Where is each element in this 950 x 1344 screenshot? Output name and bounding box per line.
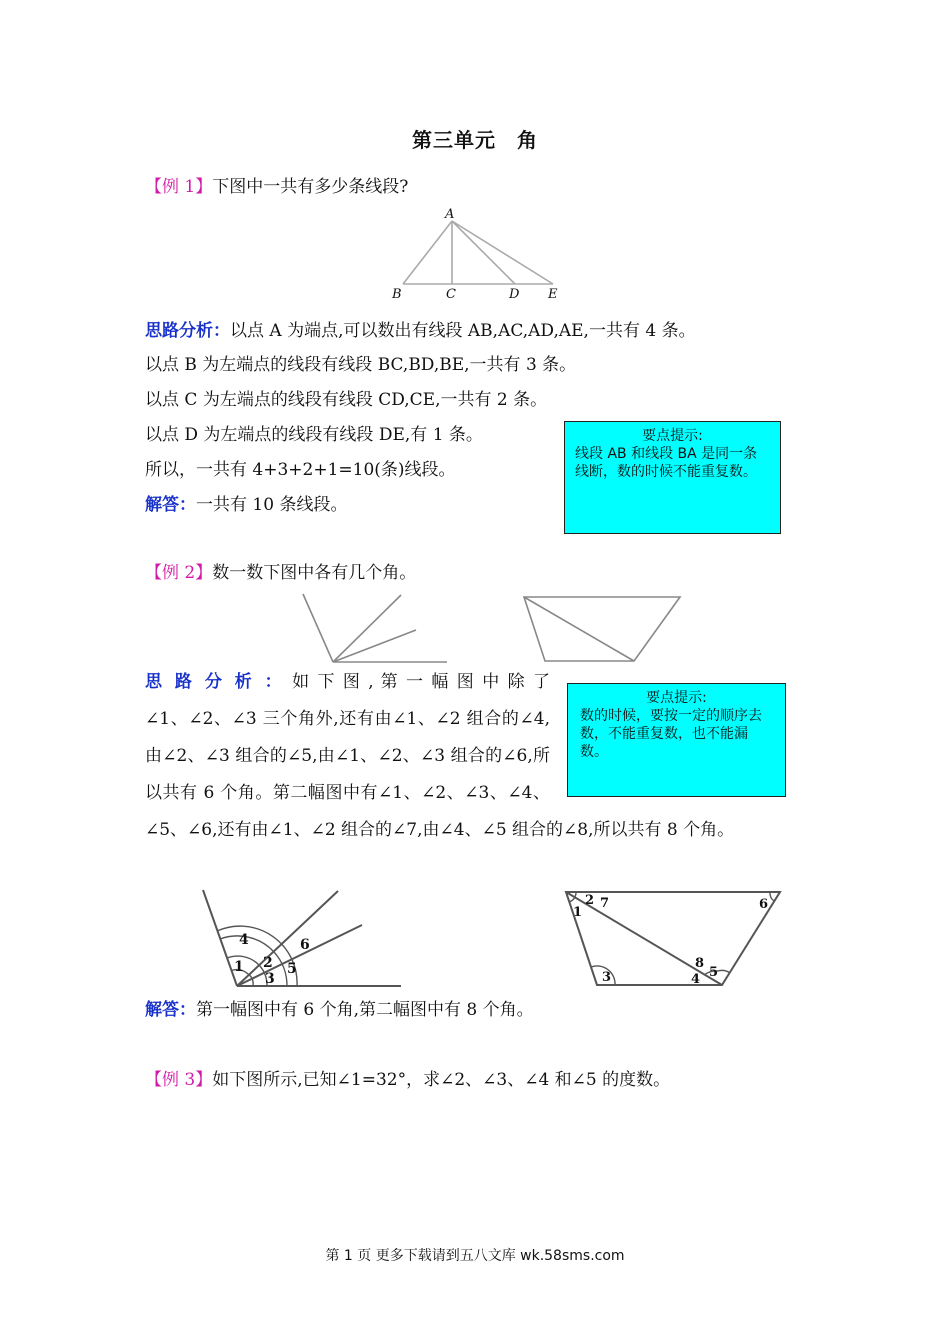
ex1-tip-text: 线段 AB 和线段 BA 是同一条线断，数的时候不能重复数。: [575, 446, 758, 480]
ex1-tag: 【例 1】: [145, 177, 213, 197]
float-spacer: [550, 664, 808, 802]
fig2-label-2: 2: [585, 893, 595, 908]
angle-label-6: 6: [300, 937, 310, 953]
ex2-tip-text: 数的时候，要按一定的顺序去数，不能重复数，也不能漏数。: [580, 708, 762, 760]
ex2-question: 数一数下图中各有几个角。: [212, 563, 417, 583]
ex2-analysis-paragraph: [145, 664, 808, 849]
ex1-analysis-line-4: 以点 D 为左端点的线段有线段 DE,有 1 条。: [145, 425, 483, 445]
segment-ad: [452, 221, 515, 284]
ex2-figure-angles-1: [195, 885, 410, 990]
ex2-tag: 【例 2】: [145, 563, 213, 583]
angle-label-2: 2: [263, 955, 273, 971]
page-title: 第三单元 角: [412, 128, 538, 152]
label-a: A: [445, 207, 455, 222]
ex2-figure-rays: [295, 590, 455, 665]
segment-ab: [403, 221, 452, 284]
ex1-analysis-line-3: 以点 C 为左端点的线段有线段 CD,CE,一共有 2 条。: [145, 390, 548, 410]
ex1-question-line: [145, 176, 408, 198]
ex3-question: 如下图所示,已知∠1=32°，求∠2、∠3、∠4 和∠5 的度数。: [212, 1070, 671, 1090]
ex1-analysis-text-1: 以点 A 为端点,可以数出有线段 AB,AC,AD,AE,一共有 4 条。: [230, 321, 696, 341]
fig2-label-8: 8: [695, 956, 705, 971]
angle-label-5: 5: [287, 961, 297, 977]
label-c: C: [446, 287, 456, 300]
angle-label-1: 1: [234, 959, 244, 975]
ex2-analysis-text: 如 下 图 , 第 一 幅 图 中 除 了 ∠1、∠2、∠3 三个角外,还有由∠1、∠2 组合的∠4,由∠2、∠3 组合的∠5,由∠1、∠2、∠3 组合的∠6,所以共有 6 个角。第二幅图中有∠1、∠2、∠3、∠4、∠5、∠6,还有由∠1、∠2 组合的∠7,由∠4、∠5 组合的∠8,所以共有 8 个角。: [145, 672, 735, 840]
fig2-label-4: 4: [691, 972, 701, 987]
ex1-answer-line: [145, 494, 347, 516]
ex2-tip-title: 要点提示:: [646, 690, 707, 706]
ex2-analysis-label-inline: 思 路 分 析 ：: [145, 672, 286, 692]
ex1-analysis-label: 思路分析：: [145, 321, 230, 341]
ex1-answer-label: 解答：: [145, 495, 196, 515]
ex1-analysis-line-5: 所以，一共有 4+3+2+1=10(条)线段。: [145, 460, 456, 480]
ex2-answer-label: 解答：: [145, 1000, 196, 1020]
ex1-answer: 一共有 10 条线段。: [196, 495, 348, 515]
ex2-figure-angles-2: [560, 886, 785, 990]
page-footer: 第 1 页 更多下载请到五八文库 wk.58sms.com: [325, 1248, 625, 1264]
ex2-answer-line: [145, 999, 534, 1021]
ex3-tag: 【例 3】: [145, 1070, 213, 1090]
label-d: D: [509, 287, 520, 300]
ex2-answer: 第一幅图中有 6 个角,第二幅图中有 8 个角。: [196, 1000, 534, 1020]
ex1-question: 下图中一共有多少条线段?: [212, 177, 409, 197]
fig2-label-1: 1: [573, 905, 583, 920]
ex1-tip-box: [564, 421, 781, 534]
fig2-label-6: 6: [759, 897, 769, 912]
fig2-label-5: 5: [709, 965, 719, 980]
segment-ae: [452, 221, 553, 284]
label-e: E: [548, 287, 558, 300]
ex2-figure-trapezoid: [520, 592, 685, 664]
ex1-figure: [385, 205, 570, 300]
ex2-question-line: [145, 562, 416, 584]
fig2-label-3: 3: [602, 970, 612, 985]
fig2-label-7: 7: [600, 896, 610, 911]
ex3-question-line: [145, 1069, 670, 1091]
ex1-analysis-line-1: [145, 320, 696, 342]
ex1-tip-title: 要点提示:: [642, 428, 703, 444]
angle-label-3: 3: [265, 971, 275, 987]
ex1-analysis-line-2: 以点 B 为左端点的线段有线段 BC,BD,BE,一共有 3 条。: [145, 355, 577, 375]
angle-label-4: 4: [239, 932, 249, 948]
label-b: B: [392, 287, 402, 300]
